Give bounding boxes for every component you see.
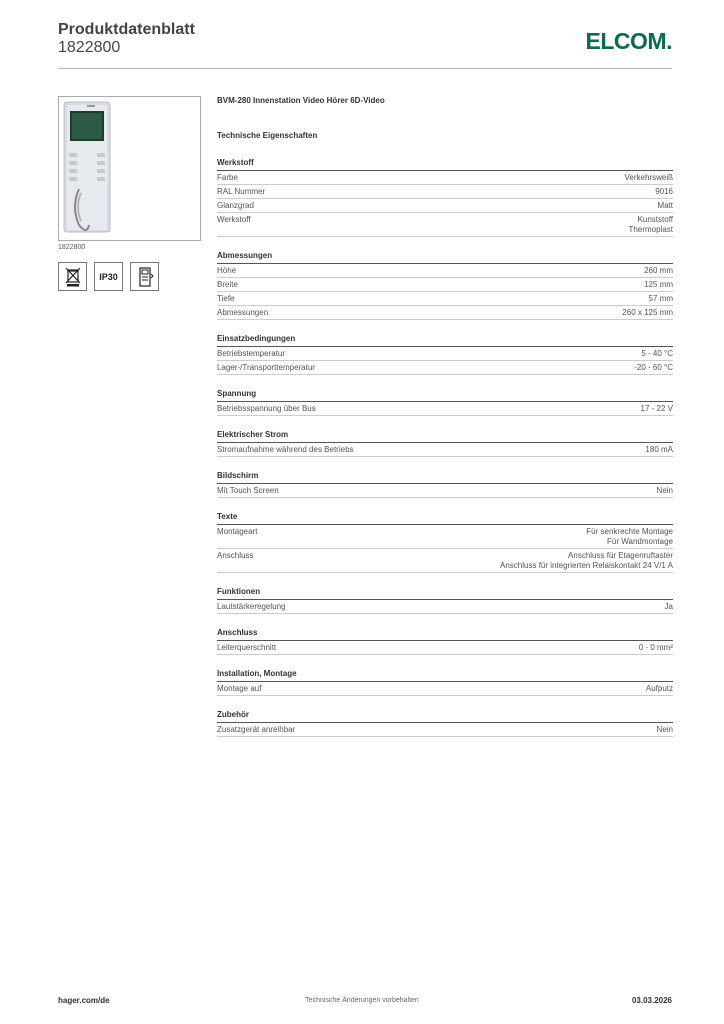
spec-label: RAL Nummer <box>217 187 266 196</box>
spec-row <box>217 199 673 213</box>
spec-value-line: 57 mm <box>648 294 673 303</box>
spec-sections <box>217 158 673 737</box>
section-title: Elektrischer Strom <box>217 430 673 443</box>
spec-section <box>217 512 673 573</box>
weee-bin-icon <box>58 262 87 291</box>
spec-label: Lager-/Transporttemperatur <box>217 363 315 372</box>
spec-section <box>217 158 673 237</box>
spec-value-line: 5 - 40 °C <box>641 349 673 358</box>
spec-section <box>217 587 673 614</box>
spec-value <box>649 294 673 304</box>
spec-value <box>625 173 673 183</box>
spec-value-line: Für senkrechte Montage <box>586 527 673 536</box>
section-title: Einsatzbedingungen <box>217 334 673 347</box>
spec-value <box>641 404 673 414</box>
spec-value <box>641 349 673 359</box>
spec-label: Farbe <box>217 173 238 182</box>
spec-section <box>217 251 673 320</box>
spec-value-line: Matt <box>657 201 673 210</box>
spec-value-line: Nein <box>656 486 673 495</box>
footer-date: 03.03.2026 <box>631 996 672 1005</box>
spec-value <box>657 486 673 496</box>
spec-value-line: 9016 <box>655 187 673 196</box>
spec-value <box>665 602 673 612</box>
spec-row <box>217 402 673 416</box>
spec-value-line: 0 - 0 mm² <box>638 643 673 652</box>
spec-label: Montageart <box>217 527 258 536</box>
spec-section <box>217 430 673 457</box>
brand-logo: ELCOM. <box>585 28 672 54</box>
ip30-badge <box>94 262 123 291</box>
spec-value-line: Für Wandmontage <box>607 537 673 546</box>
spec-section <box>217 389 673 416</box>
spec-section <box>217 471 673 498</box>
spec-value <box>655 187 673 197</box>
spec-value-line: 17 - 22 V <box>640 404 673 413</box>
section-title: Anschluss <box>217 628 673 641</box>
spec-row <box>217 264 673 278</box>
page-title: Produktdatenblatt <box>58 21 195 38</box>
spec-value <box>644 280 673 290</box>
spec-row <box>217 525 673 549</box>
spec-row <box>217 171 673 185</box>
spec-row <box>217 641 673 655</box>
spec-value-line: Anschluss für integrierten Relaiskontakt 24 V/1 A <box>500 561 673 570</box>
spec-label: Breite <box>217 280 238 289</box>
ip-rating: IP30 <box>99 271 118 282</box>
spec-value-line: Aufputz <box>645 684 673 693</box>
spec-content <box>217 96 673 737</box>
section-title: Texte <box>217 512 673 525</box>
spec-value <box>657 201 673 211</box>
spec-row <box>217 213 673 237</box>
spec-label: Betriebstemperatur <box>217 349 286 358</box>
image-caption: 1822800 <box>58 244 86 251</box>
spec-row <box>217 723 673 737</box>
spec-label: Lautstärkeregelung <box>217 602 286 611</box>
spec-row <box>217 484 673 498</box>
spec-section <box>217 628 673 655</box>
product-name: BVM-280 Innenstation Video Hörer 6D-Video <box>217 96 385 105</box>
section-title: Bildschirm <box>217 471 673 484</box>
spec-label: Höhe <box>217 266 237 275</box>
spec-value <box>644 266 673 276</box>
spec-value <box>629 215 673 235</box>
spec-label: Montage auf <box>217 684 262 693</box>
certification-icons <box>58 262 159 291</box>
section-title: Zubehör <box>217 710 673 723</box>
spec-value-line: Nein <box>656 725 673 734</box>
spec-value-line: Thermoplast <box>628 225 673 234</box>
spec-label: Glanzgrad <box>217 201 254 210</box>
spec-row <box>217 682 673 696</box>
footer-disclaimer: Technische Änderungen vorbehalten <box>305 997 419 1004</box>
spec-row <box>217 306 673 320</box>
section-title: Werkstoff <box>217 158 673 171</box>
spec-label: Stromaufnahme während des Betriebs <box>217 445 354 454</box>
spec-value-line: 125 mm <box>644 280 673 289</box>
intercom-icon <box>130 262 159 291</box>
spec-section <box>217 710 673 737</box>
spec-row <box>217 347 673 361</box>
spec-row <box>217 600 673 614</box>
spec-label: Leiterquerschnitt <box>217 643 277 652</box>
spec-label: Tiefe <box>217 294 235 303</box>
footer-website: hager.com/de <box>58 996 110 1005</box>
spec-value <box>646 684 673 694</box>
spec-value <box>622 308 673 318</box>
spec-label: Betriebsspannung über Bus <box>217 404 316 413</box>
section-title: Spannung <box>217 389 673 402</box>
spec-value-line: Verkehrsweiß <box>624 173 673 182</box>
header-divider <box>58 68 672 69</box>
section-title: Funktionen <box>217 587 673 600</box>
product-number: 1822800 <box>58 39 121 56</box>
spec-label: Zusatzgerät anreihbar <box>217 725 296 734</box>
tech-heading: Technische Eigenschaften <box>217 131 318 140</box>
spec-value <box>639 643 673 653</box>
spec-value-line: 260 x 125 mm <box>622 308 673 317</box>
spec-value <box>500 551 673 571</box>
spec-value-line: Ja <box>664 602 673 611</box>
section-title: Abmessungen <box>217 251 673 264</box>
spec-value <box>586 527 673 547</box>
spec-row <box>217 185 673 199</box>
spec-value-line: 180 mA <box>645 445 673 454</box>
spec-value-line: -20 - 60 °C <box>634 363 673 372</box>
product-image <box>58 96 201 241</box>
spec-section <box>217 334 673 375</box>
intercom-device-illustration <box>59 97 200 240</box>
spec-value <box>657 725 673 735</box>
spec-label: Werkstoff <box>217 215 251 224</box>
spec-value-line: Kunststoff <box>637 215 673 224</box>
spec-section <box>217 669 673 696</box>
spec-row <box>217 278 673 292</box>
section-title: Installation, Montage <box>217 669 673 682</box>
spec-row <box>217 549 673 573</box>
spec-row <box>217 292 673 306</box>
spec-value-line: 260 mm <box>644 266 673 275</box>
spec-label: Anschluss <box>217 551 254 560</box>
spec-row <box>217 443 673 457</box>
spec-value-line: Anschluss für Etagenruftaster <box>568 551 673 560</box>
spec-label: Mit Touch Screen <box>217 486 279 495</box>
spec-value <box>645 445 673 455</box>
spec-label: Abmessungen <box>217 308 269 317</box>
spec-value <box>634 363 673 373</box>
spec-row <box>217 361 673 375</box>
